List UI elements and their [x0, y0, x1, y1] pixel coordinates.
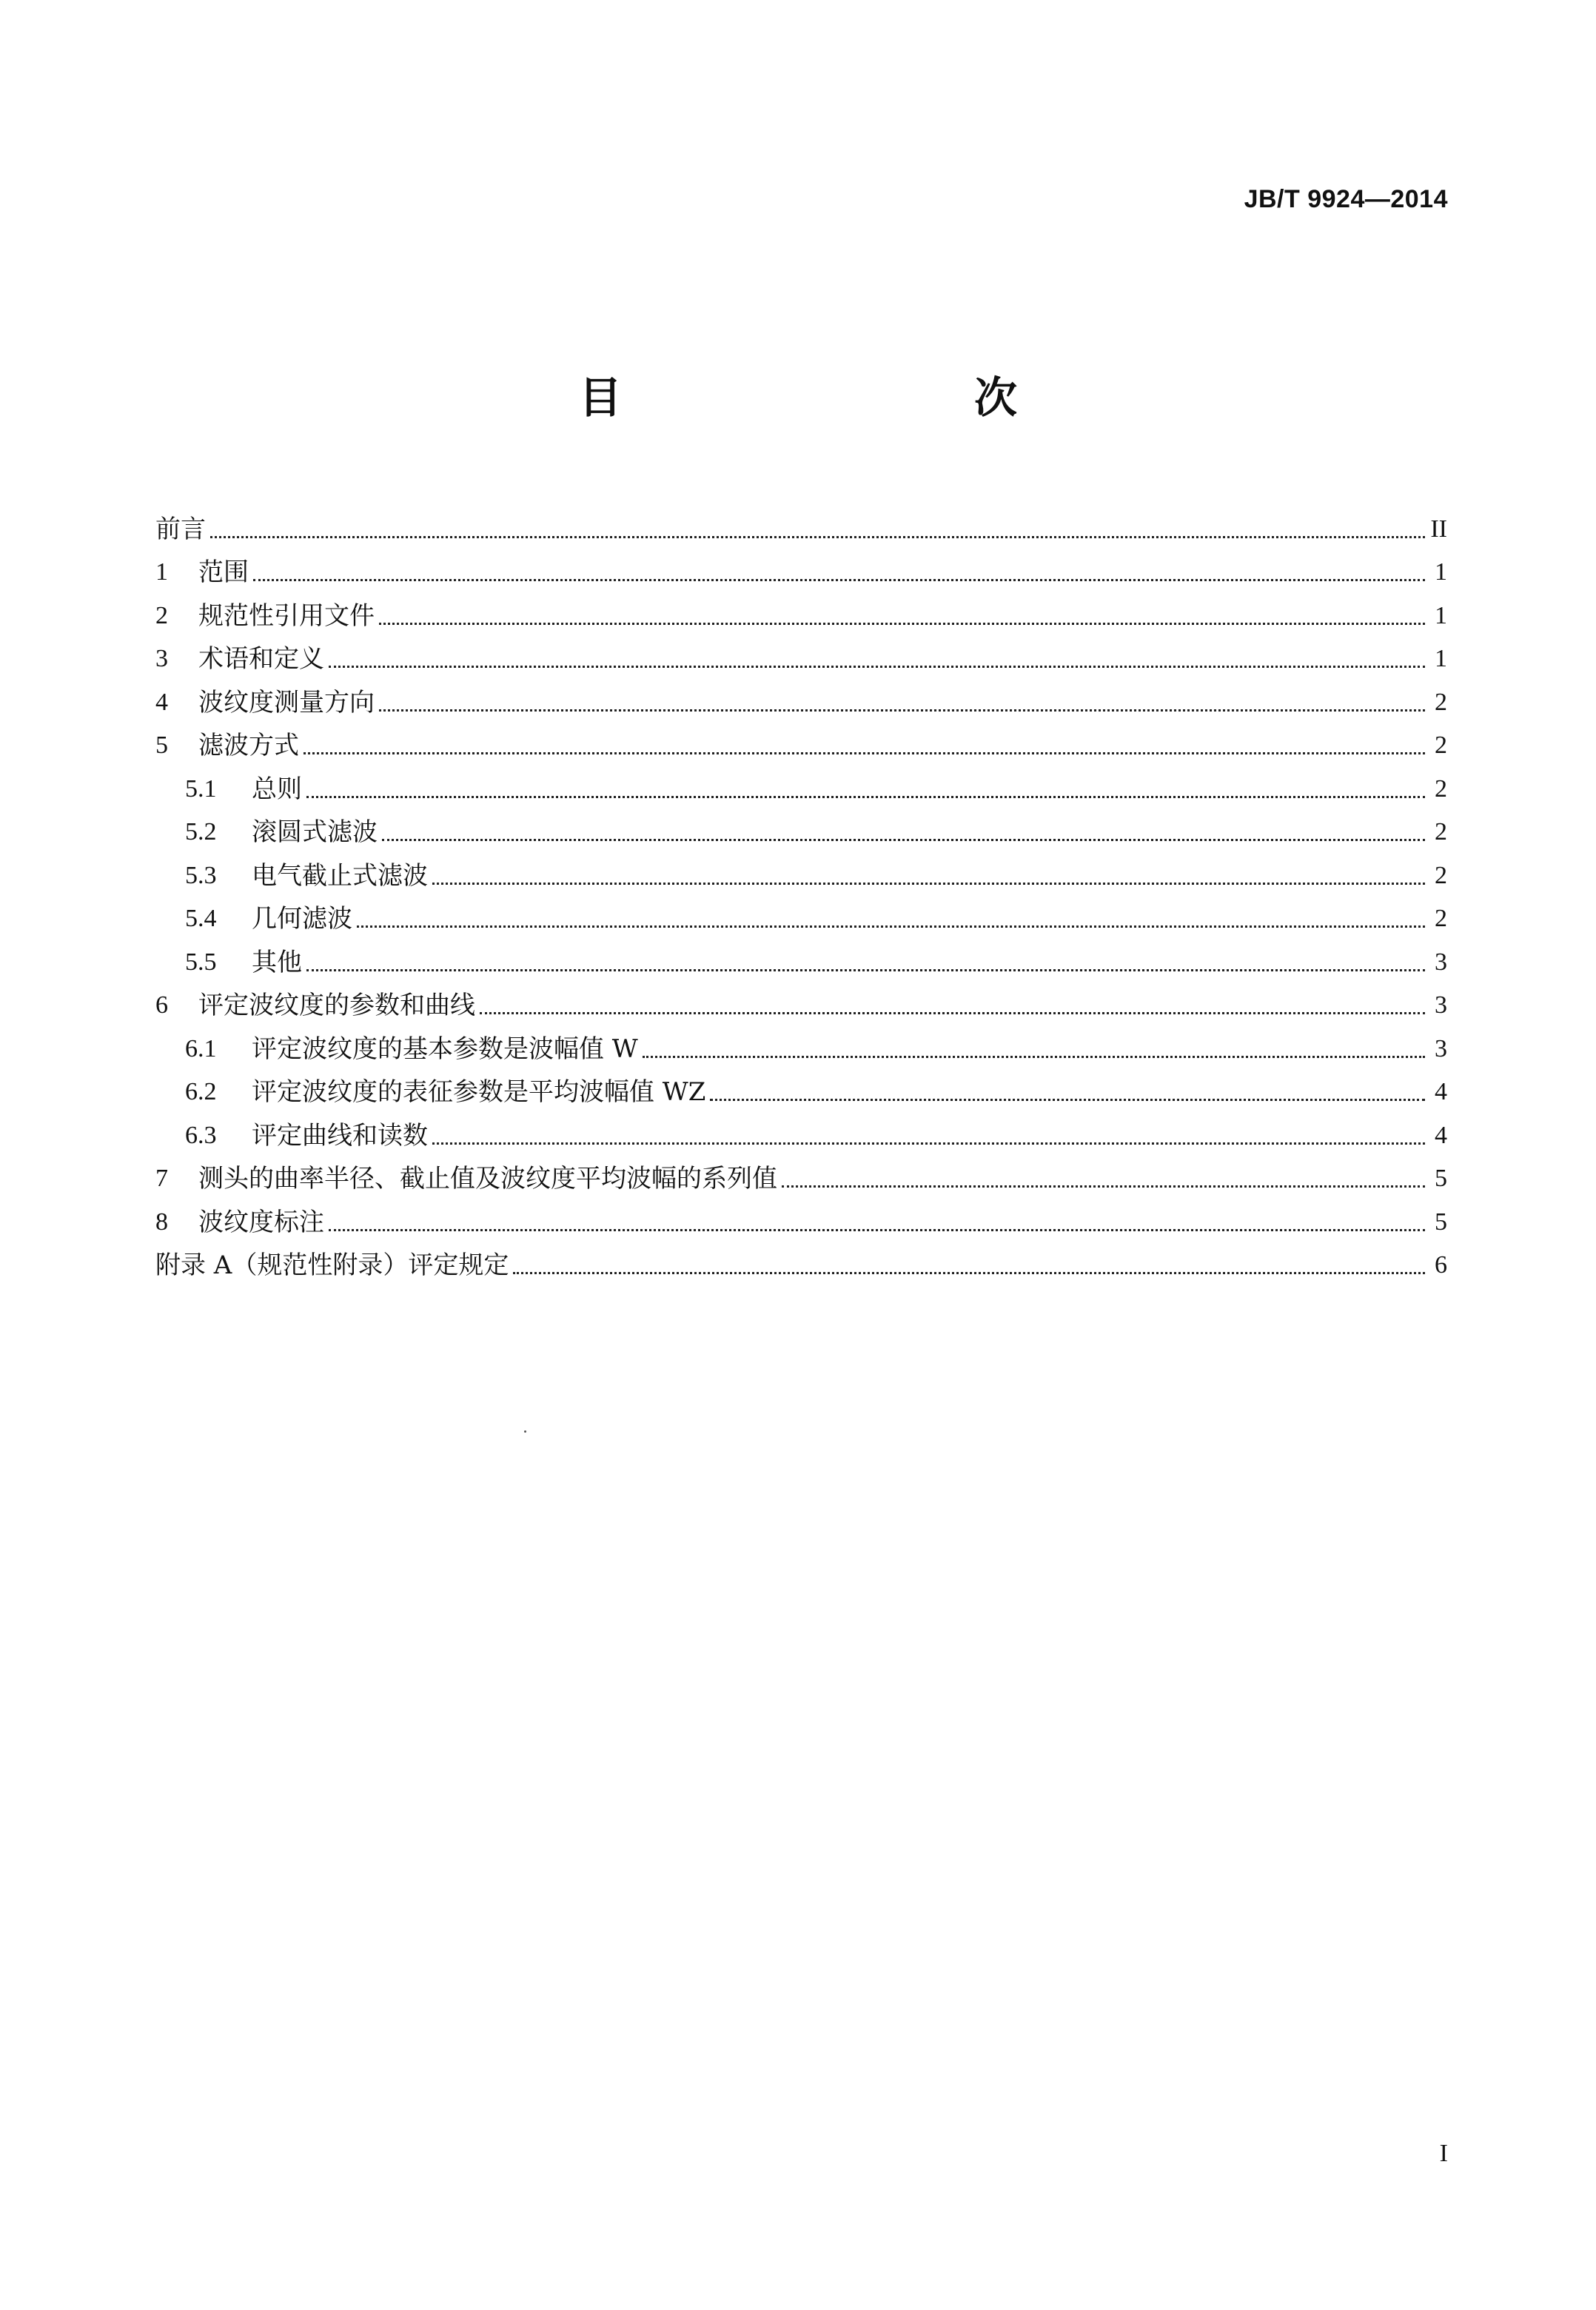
toc-entry-page: 3 — [1435, 1034, 1447, 1062]
toc-entry[interactable] — [155, 804, 1447, 848]
toc-entry-page: 4 — [1435, 1078, 1447, 1105]
toc-entry-page: 2 — [1435, 732, 1447, 759]
toc-entry-number: 1 — [155, 558, 168, 586]
toc-entry-title: 几何滤波 — [252, 904, 352, 934]
toc-leader-dots — [306, 968, 1425, 971]
toc-entry-page: 2 — [1435, 905, 1447, 932]
toc-entry-title: 前言 — [155, 514, 206, 544]
toc-entry[interactable] — [155, 587, 1447, 631]
toc-leader-dots — [382, 838, 1425, 841]
toc-entry[interactable] — [155, 1064, 1447, 1108]
toc-leader-dots — [379, 709, 1425, 712]
toc-entry-title: 评定曲线和读数 — [252, 1120, 428, 1151]
toc-leader-dots — [357, 925, 1425, 928]
toc-entry-page: 3 — [1435, 991, 1447, 1019]
toc-entry-number: 5.1 — [185, 774, 217, 803]
toc-entry-title: 滚圆式滤波 — [252, 817, 378, 847]
toc-entry-title: 评定波纹度的表征参数是平均波幅值 WZ — [252, 1077, 706, 1107]
toc-entry-number: 5.5 — [185, 948, 217, 976]
table-of-contents — [155, 500, 1447, 1280]
toc-entry-page: 5 — [1435, 1208, 1447, 1236]
toc-leader-dots — [329, 665, 1425, 668]
toc-entry-number: 5 — [155, 732, 168, 759]
toc-entry-title: 附录 A（规范性附录）评定规定 — [155, 1251, 509, 1280]
toc-entry[interactable] — [155, 544, 1447, 588]
toc-leader-dots — [210, 535, 1425, 538]
toc-entry-number: 8 — [155, 1208, 168, 1236]
toc-entry-number: 6 — [155, 991, 168, 1019]
toc-entry-page: 5 — [1435, 1165, 1447, 1192]
toc-entry-page: 2 — [1435, 688, 1447, 716]
toc-leader-dots — [710, 1098, 1425, 1101]
toc-entry-number: 6.1 — [185, 1034, 217, 1062]
toc-leader-dots — [782, 1185, 1425, 1188]
toc-entry[interactable] — [155, 891, 1447, 934]
toc-leader-dots — [432, 882, 1425, 885]
toc-leader-dots — [379, 622, 1425, 625]
toc-entry[interactable] — [155, 500, 1447, 544]
toc-entry-page: II — [1430, 515, 1447, 543]
toc-entry-number: 3 — [155, 645, 168, 672]
toc-entry[interactable] — [155, 760, 1447, 804]
toc-entry-title: 总则 — [252, 774, 302, 804]
toc-entry-title: 评定波纹度的参数和曲线 — [198, 991, 475, 1020]
page-title: 目 次 — [578, 372, 1106, 423]
scan-speck — [524, 1430, 526, 1433]
standard-code: JB/T 9924—2014 — [1244, 185, 1448, 213]
toc-leader-dots — [480, 1011, 1425, 1014]
toc-entry-page: 3 — [1435, 948, 1447, 976]
toc-entry-number: 6.3 — [185, 1121, 217, 1149]
toc-entry[interactable] — [155, 1107, 1447, 1151]
toc-entry-number: 7 — [155, 1165, 168, 1192]
toc-entry-page: 2 — [1435, 861, 1447, 889]
toc-entry-page: 1 — [1435, 601, 1447, 629]
page-number: I — [1439, 2140, 1448, 2167]
toc-entry-title: 滤波方式 — [198, 731, 299, 760]
toc-entry[interactable] — [155, 1151, 1447, 1194]
toc-entry-page: 1 — [1435, 558, 1447, 586]
toc-leader-dots — [513, 1271, 1425, 1274]
toc-entry-number: 4 — [155, 688, 168, 716]
toc-entry-title: 规范性引用文件 — [198, 600, 375, 631]
toc-entry-page: 6 — [1435, 1251, 1447, 1279]
toc-entry-title: 评定波纹度的基本参数是波幅值 W — [252, 1034, 638, 1064]
toc-entry-title: 测头的曲率半径、截止值及波纹度平均波幅的系列值 — [198, 1164, 777, 1194]
toc-entry-title: 电气截止式滤波 — [252, 860, 428, 891]
toc-leader-dots — [643, 1055, 1425, 1058]
toc-entry[interactable] — [155, 631, 1447, 674]
toc-leader-dots — [432, 1142, 1425, 1145]
toc-entry[interactable] — [155, 674, 1447, 717]
toc-leader-dots — [253, 578, 1425, 581]
toc-entry[interactable] — [155, 1020, 1447, 1064]
toc-entry-number: 2 — [155, 601, 168, 629]
toc-entry-title: 波纹度测量方向 — [198, 687, 375, 717]
toc-entry[interactable] — [155, 1194, 1447, 1237]
toc-leader-dots — [306, 795, 1425, 798]
toc-entry[interactable] — [155, 847, 1447, 891]
toc-entry[interactable] — [155, 1237, 1447, 1281]
toc-leader-dots — [329, 1228, 1425, 1231]
toc-entry-title: 术语和定义 — [198, 644, 324, 674]
toc-entry-title: 波纹度标注 — [198, 1207, 324, 1237]
toc-entry-number: 6.2 — [185, 1078, 217, 1105]
toc-entry[interactable] — [155, 934, 1447, 977]
toc-entry[interactable] — [155, 977, 1447, 1021]
toc-leader-dots — [304, 751, 1425, 754]
toc-entry-page: 4 — [1435, 1121, 1447, 1149]
toc-entry-number: 5.3 — [185, 861, 217, 889]
toc-entry-number: 5.4 — [185, 905, 217, 932]
toc-entry-page: 2 — [1435, 818, 1447, 846]
toc-entry-page: 1 — [1435, 645, 1447, 672]
toc-entry-title: 其他 — [252, 947, 302, 977]
toc-entry-number: 5.2 — [185, 818, 217, 846]
toc-entry-page: 2 — [1435, 774, 1447, 803]
toc-entry-title: 范围 — [198, 558, 249, 587]
toc-entry[interactable] — [155, 717, 1447, 761]
